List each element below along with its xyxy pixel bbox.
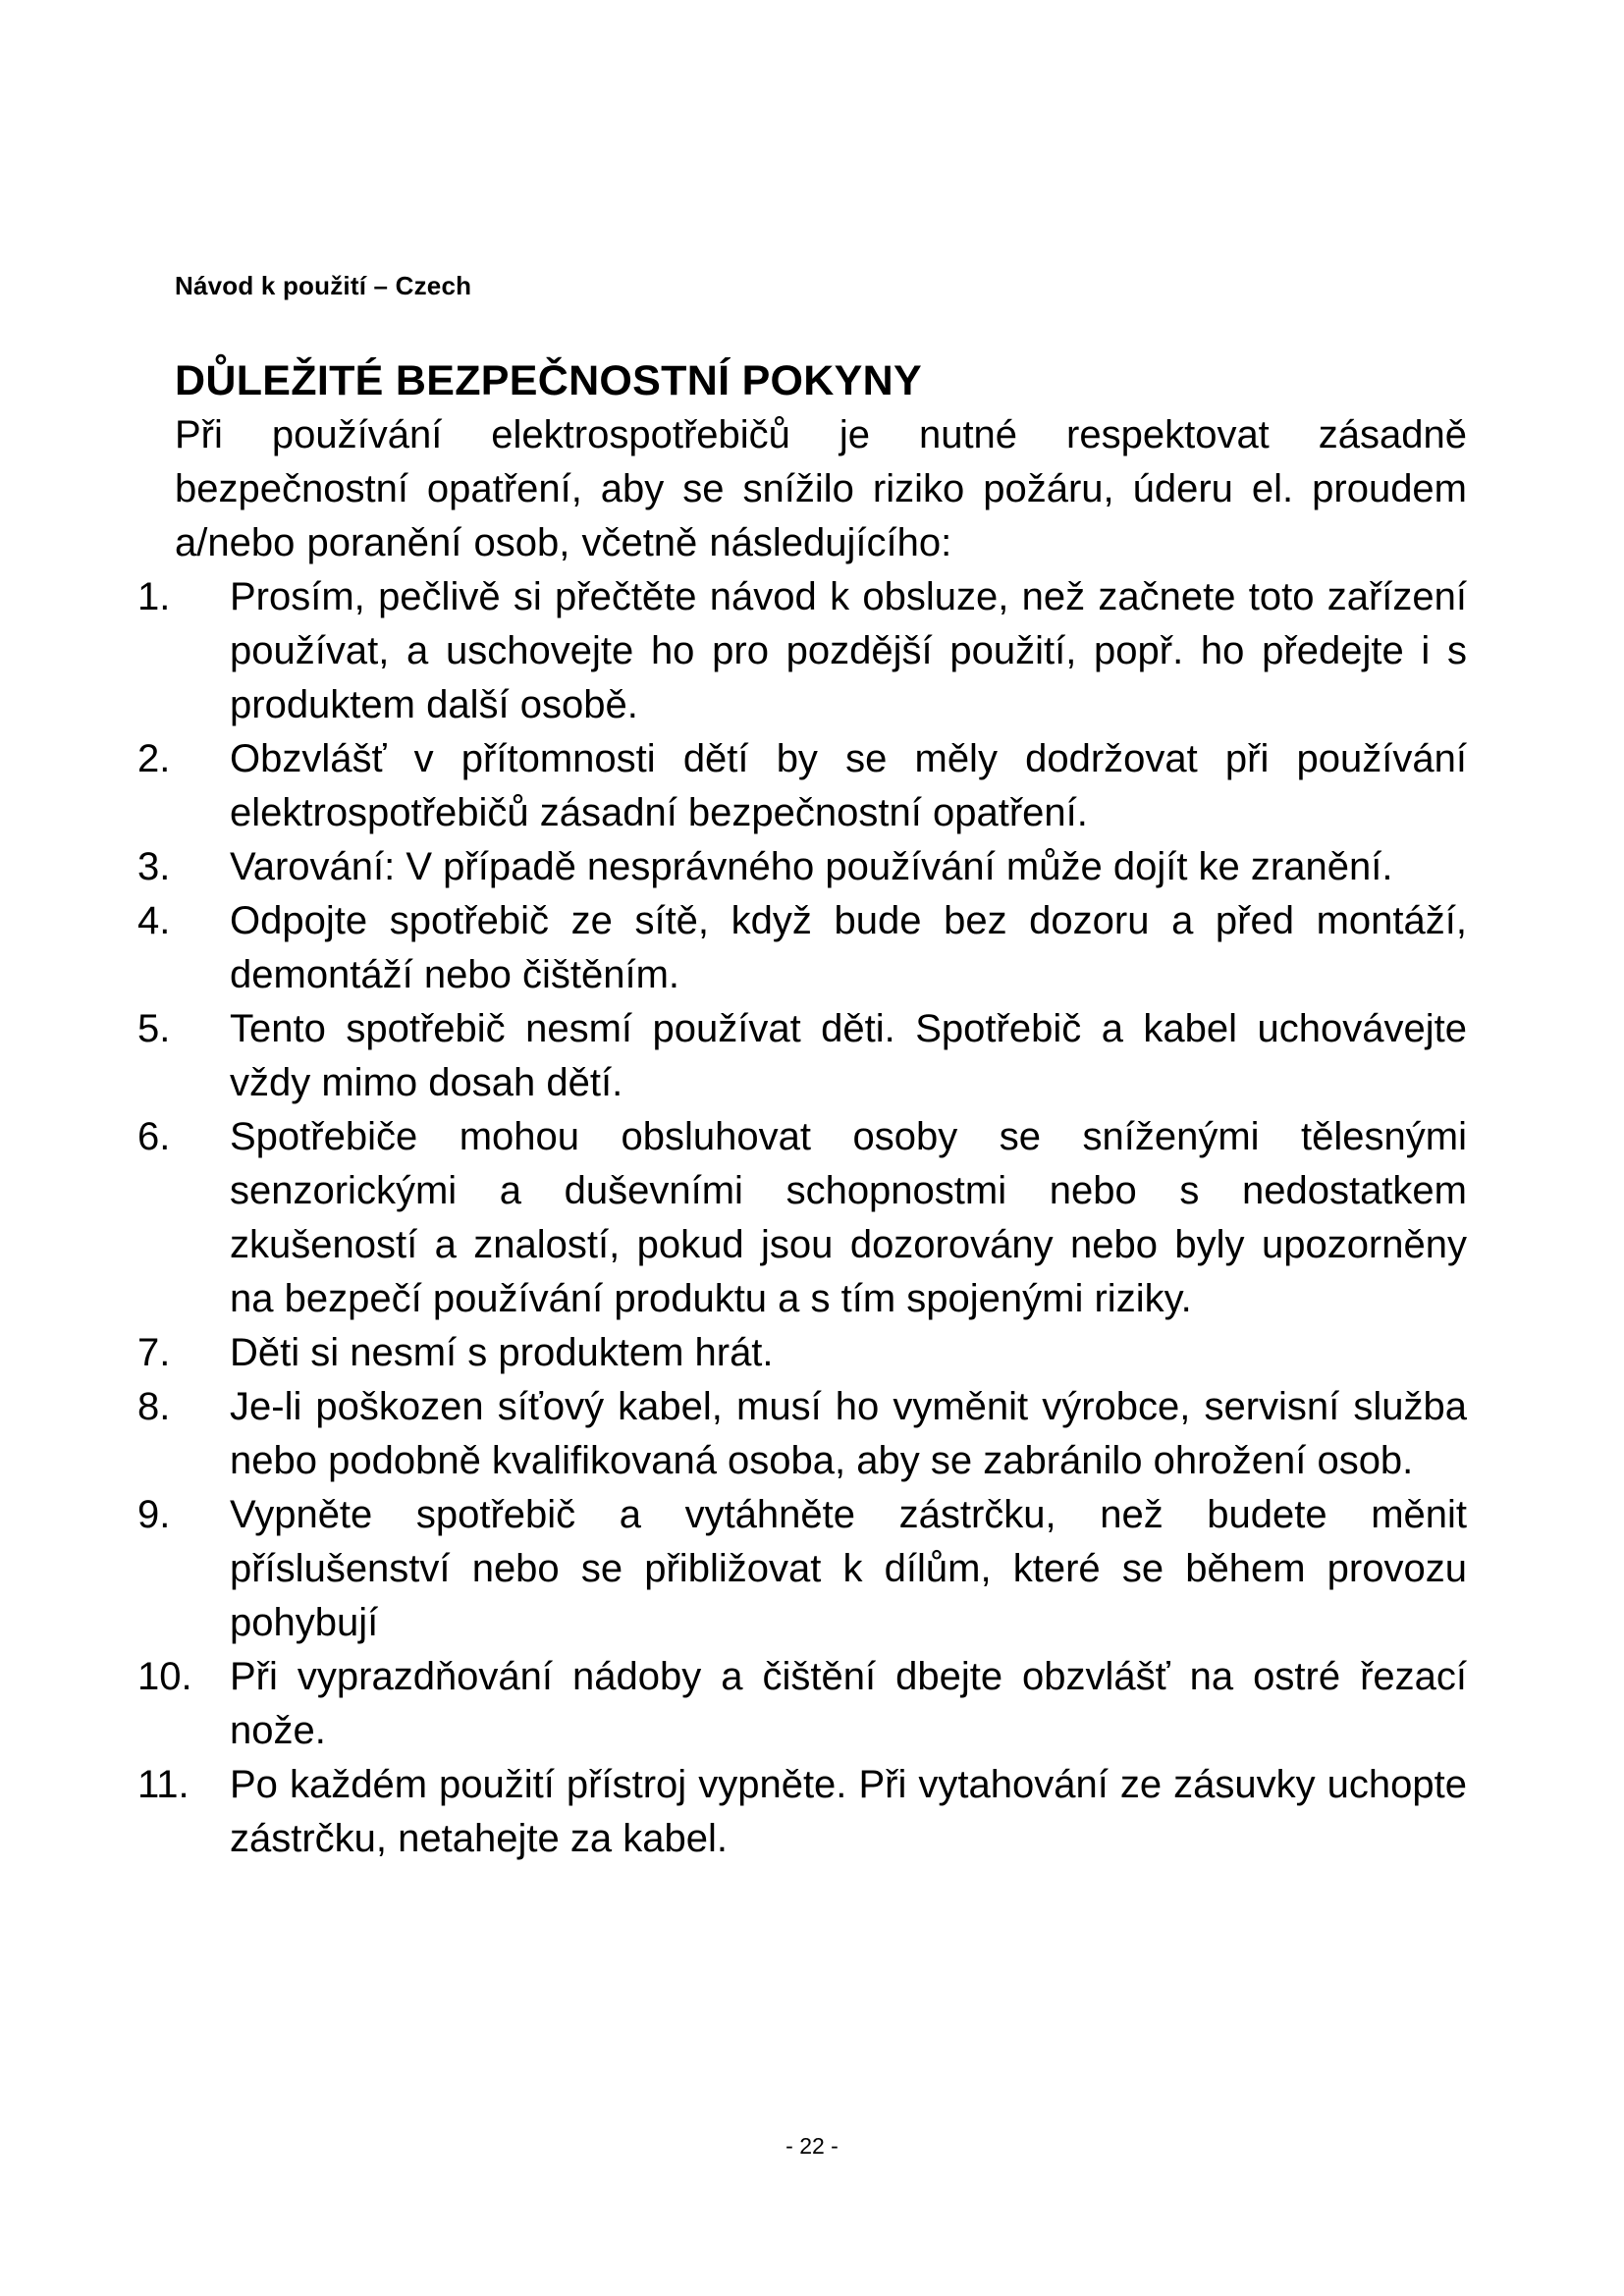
list-item-text: Tento spotřebič nesmí používat děti. Spotřebič a kabel uchovávejte vždy mimo dosah dětí. [230, 1007, 1467, 1104]
list-item-number: 7. [137, 1331, 171, 1374]
list-item [137, 840, 1467, 894]
list-item-number: 6. [137, 1115, 171, 1158]
list-item-number: 10. [137, 1655, 192, 1698]
list-item-text: Po každém použití přístroj vypněte. Při vytahování ze zásuvky uchopte zástrčku, netahejte za kabel. [230, 1763, 1467, 1860]
list-item [137, 1488, 1467, 1650]
safety-instructions-list [137, 570, 1467, 1866]
list-item [137, 894, 1467, 1002]
list-item-number: 9. [137, 1493, 171, 1536]
list-item [137, 1380, 1467, 1488]
list-item-text: Děti si nesmí s produktem hrát. [230, 1331, 774, 1374]
list-item [137, 1110, 1467, 1326]
list-item-text: Při vyprazdňování nádoby a čištění dbejte obzvlášť na ostré řezací nože. [230, 1655, 1467, 1752]
list-item-text: Je-li poškozen síťový kabel, musí ho vyměnit výrobce, servisní služba nebo podobně kvalifikovaná osoba, aby se zabránilo ohrožení osob. [230, 1385, 1467, 1482]
list-item-number: 5. [137, 1007, 171, 1050]
list-item-text: Odpojte spotřebič ze sítě, když bude bez dozoru a před montáží, demontáží nebo čištěním. [230, 899, 1467, 996]
section-title: DŮLEŽITÉ BEZPEČNOSTNÍ POKYNY [175, 357, 922, 404]
list-item-number: 11. [137, 1763, 189, 1806]
section-intro: Při používání elektrospotřebičů je nutné respektovat zásadně bezpečnostní opatření, aby se snížilo riziko požáru, úderu el. proudem a/nebo poranění osob, včetně následujícího: [175, 413, 1467, 564]
list-item-text: Prosím, pečlivě si přečtěte návod k obsluze, než začnete toto zařízení používat, a uschovejte ho pro pozdější použití, popř. ho předejte i s produktem další osobě. [230, 575, 1467, 726]
list-item-text: Spotřebiče mohou obsluhovat osoby se sníženými tělesnými senzorickými a duševními schopnostmi nebo s nedostatkem zkušeností a znalostí, pokud jsou dozorovány nebo byly upozorněny na bezpečí používání produktu a s tím spojenými riziky. [230, 1115, 1467, 1320]
list-item [137, 732, 1467, 840]
safety-section [137, 353, 1467, 1866]
list-item [137, 1650, 1467, 1758]
list-item-text: Vypněte spotřebič a vytáhněte zástrčku, než budete měnit příslušenství nebo se přibližovat k dílům, které se během provozu pohybují [230, 1493, 1467, 1644]
list-item-number: 4. [137, 899, 171, 942]
list-item [137, 1326, 1467, 1380]
page-number: - 22 - [785, 2133, 839, 2159]
list-item [137, 1758, 1467, 1866]
list-item [137, 570, 1467, 732]
list-item [137, 1002, 1467, 1110]
list-item-number: 8. [137, 1385, 171, 1428]
document-header: Návod k použití – Czech [175, 271, 472, 300]
list-item-text: Varování: V případě nesprávného používání může dojít ke zranění. [230, 845, 1393, 888]
list-item-text: Obzvlášť v přítomnosti dětí by se měly dodržovat při používání elektrospotřebičů zásadní bezpečnostní opatření. [230, 737, 1467, 834]
list-item-number: 1. [137, 575, 171, 618]
list-item-number: 3. [137, 845, 171, 888]
list-item-number: 2. [137, 737, 171, 780]
